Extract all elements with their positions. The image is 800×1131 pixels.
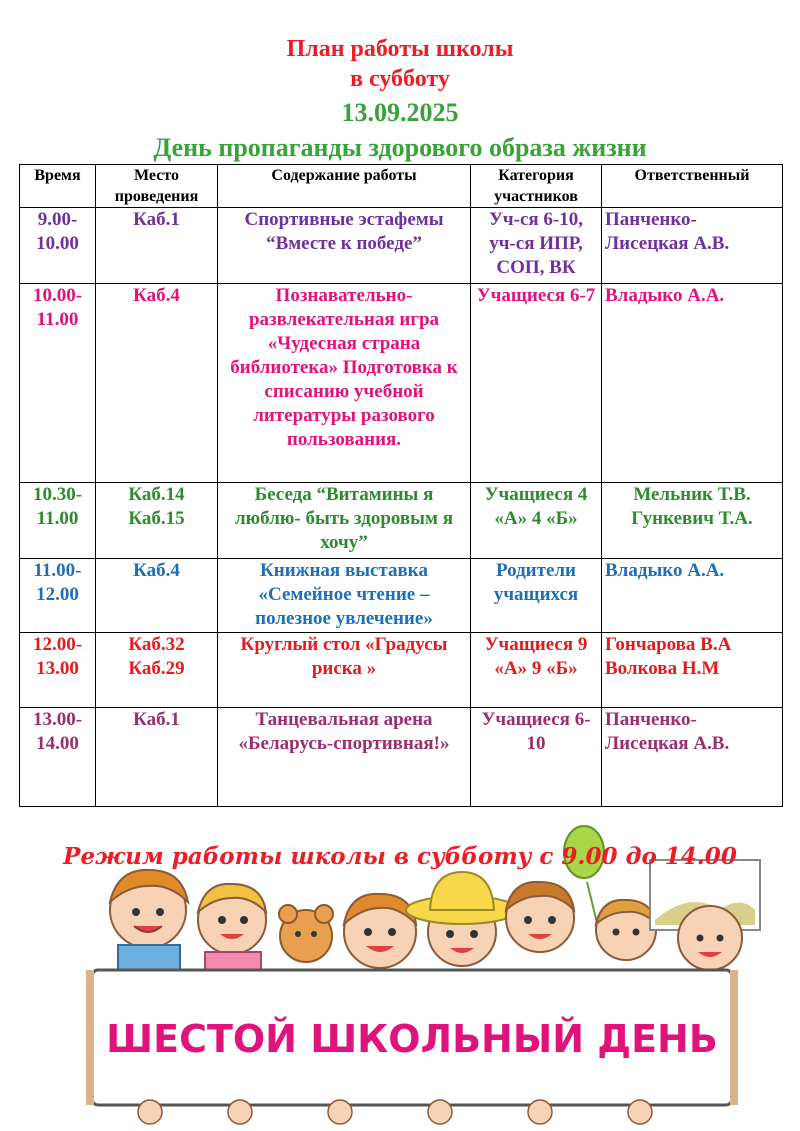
cell-responsible: Мельник Т.В. Гункевич Т.А.: [602, 483, 783, 559]
column-header-place: Место проведения: [96, 165, 218, 208]
cell-responsible: Панченко-Лисецкая А.В.: [602, 708, 783, 807]
cell-place: Каб.1: [96, 208, 218, 284]
cell-category: Родители учащихся: [471, 559, 602, 633]
title-subtitle: День пропаганды здорового образа жизни: [153, 133, 647, 162]
column-header-responsible: Ответственный: [602, 165, 783, 208]
cell-category: Учащиеся 6-7: [471, 284, 602, 483]
cell-responsible: Владыко А.А.: [602, 284, 783, 483]
cell-place: Каб.4: [96, 559, 218, 633]
cell-place: Каб.14 Каб.15: [96, 483, 218, 559]
cell-time: 12.00-13.00: [20, 633, 96, 708]
cell-content: Книжная выставка «Семейное чтение – полезное увлечение»: [218, 559, 471, 633]
title-date: 13.09.2025: [341, 98, 459, 127]
cell-category: Учащиеся 4 «А» 4 «Б»: [471, 483, 602, 559]
cell-time: 11.00-12.00: [20, 559, 96, 633]
table-row: [20, 483, 783, 559]
table-row: [20, 284, 783, 483]
school-hours-note: Режим работы школы в субботу с 9.00 до 14.00: [63, 843, 737, 870]
cell-time: 9.00-10.00: [20, 208, 96, 284]
column-header-time: Время: [20, 165, 96, 208]
table-row: [20, 708, 783, 807]
cell-responsible: Гончарова В.А Волкова Н.М: [602, 633, 783, 708]
cell-place: Каб.1: [96, 708, 218, 807]
cell-content: Танцевальная арена «Беларусь-спортивная!»: [218, 708, 471, 807]
cell-content: Познавательно-развлекательная игра «Чудесная страна библиотека» Подготовка к списанию учебной литературы разового пользования.: [218, 284, 471, 483]
cell-content: Спортивные эстафемы “Вместе к победе”: [218, 208, 471, 284]
table-row: [20, 633, 783, 708]
cell-responsible: Панченко-Лисецкая А.В.: [602, 208, 783, 284]
column-header-content: Содержание работы: [218, 165, 471, 208]
cell-time: 13.00-14.00: [20, 708, 96, 807]
banner-text: ШЕСТОЙ ШКОЛЬНЫЙ ДЕНЬ: [106, 1017, 718, 1061]
table-row: [20, 559, 783, 633]
cell-place: Каб.4: [96, 284, 218, 483]
banner-icon: [90, 970, 734, 1105]
cell-content: Беседа “Витамины я люблю- быть здоровым я хочу”: [218, 483, 471, 559]
cell-time: 10.00-11.00: [20, 284, 96, 483]
schedule-table: [19, 164, 783, 807]
title-line-2: в субботу: [350, 66, 450, 92]
column-header-category: Категория участников: [471, 165, 602, 208]
table-header-row: [20, 165, 783, 208]
cell-category: Уч-ся 6-10, уч-ся ИПР, СОП, ВК: [471, 208, 602, 284]
cell-content: Круглый стол «Градусы риска »: [218, 633, 471, 708]
cell-responsible: Владыко А.А.: [602, 559, 783, 633]
table-row: [20, 208, 783, 284]
cell-place: Каб.32 Каб.29: [96, 633, 218, 708]
cell-time: 10.30-11.00: [20, 483, 96, 559]
cell-category: Учащиеся 9 «А» 9 «Б»: [471, 633, 602, 708]
title-line-1: План работы школы: [286, 36, 514, 62]
cell-category: Учащиеся 6-10: [471, 708, 602, 807]
